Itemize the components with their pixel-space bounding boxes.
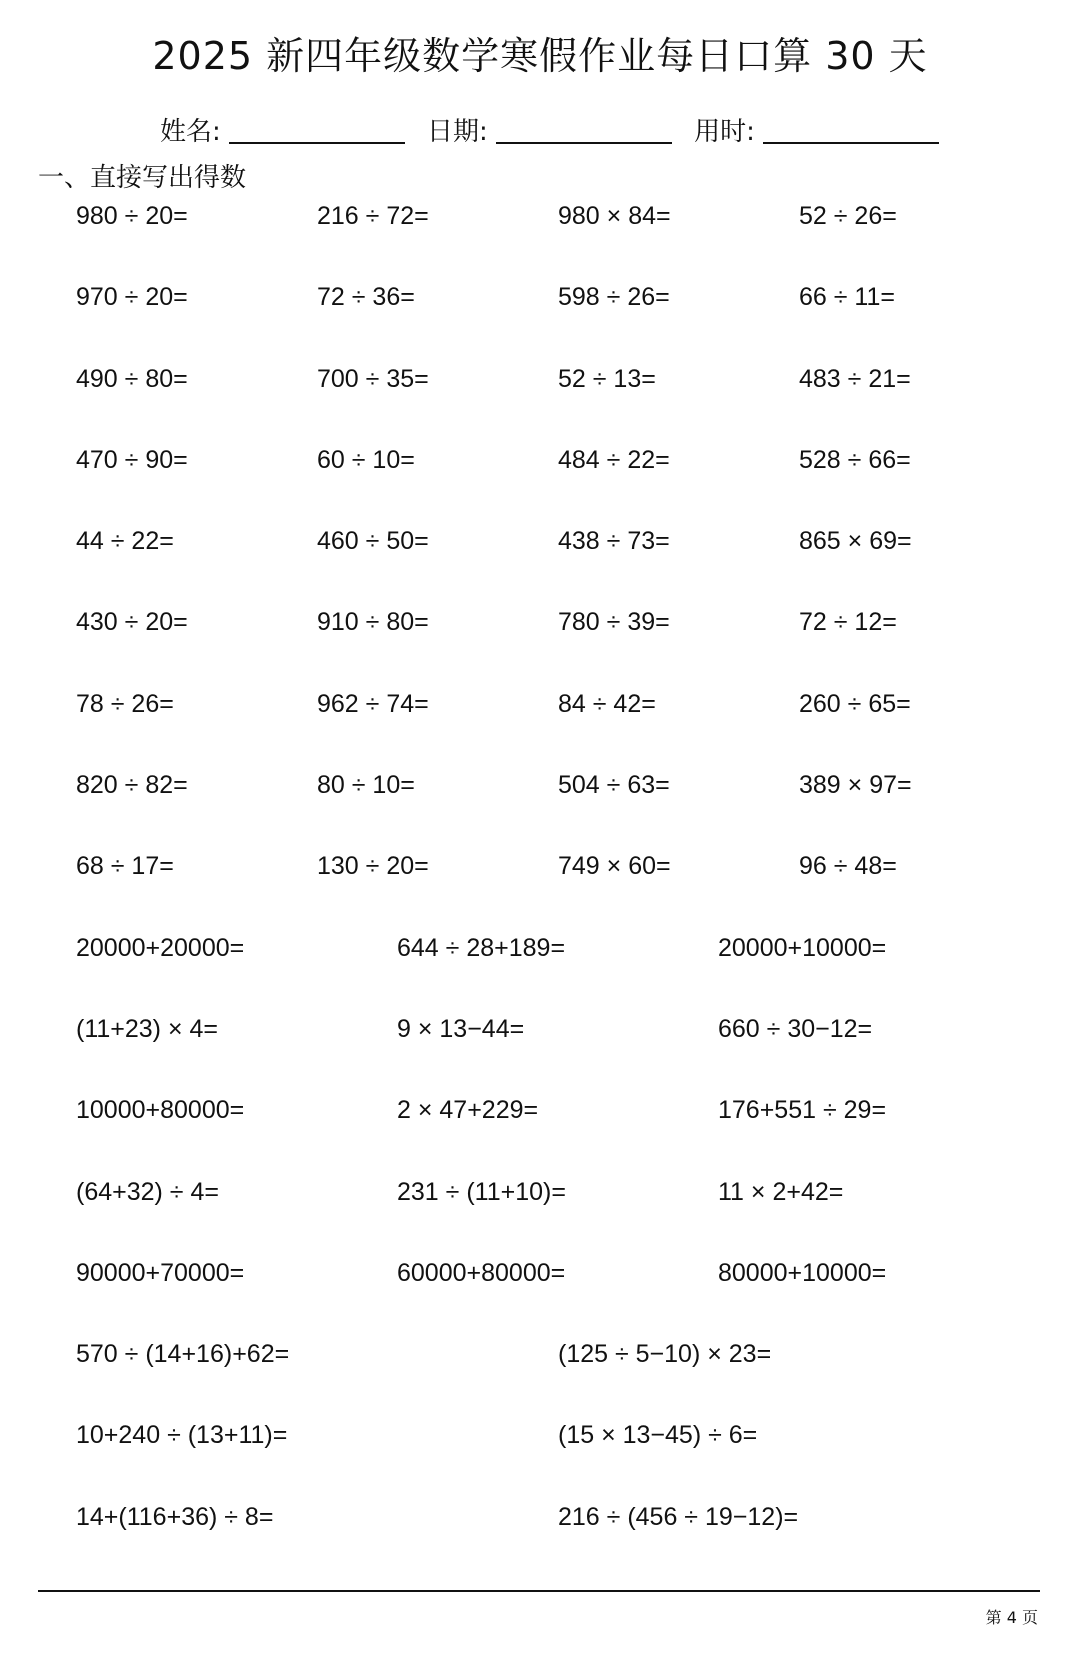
problem-row: [76, 1174, 1036, 1255]
problem-item: 980 × 84=: [558, 202, 671, 230]
problem-row: [76, 1499, 1036, 1580]
problem-item: 14+(116+36) ÷ 8=: [76, 1502, 274, 1531]
problem-item: 483 ÷ 21=: [799, 364, 911, 393]
problem-item: 700 ÷ 35=: [317, 364, 429, 393]
problem-item: 962 ÷ 74=: [317, 689, 429, 718]
problem-item: 20000+20000=: [76, 933, 245, 962]
student-info-row: [160, 112, 953, 152]
problem-item: 570 ÷ (14+16)+62=: [76, 1340, 290, 1369]
problem-item: (11+23) × 4=: [76, 1014, 219, 1043]
problem-item: 490 ÷ 80=: [76, 364, 188, 393]
problem-item: 72 ÷ 36=: [317, 283, 415, 312]
problem-item: 389 × 97=: [799, 771, 912, 800]
problem-item: 78 ÷ 26=: [76, 689, 174, 718]
problem-item: 438 ÷ 73=: [558, 527, 670, 556]
footer-rule: [38, 1590, 1040, 1592]
problem-item: 10000+80000=: [76, 1096, 245, 1125]
problem-row: [76, 848, 1036, 929]
problem-item: 44 ÷ 22=: [76, 527, 174, 556]
problem-item: 430 ÷ 20=: [76, 608, 188, 637]
problem-item: (125 ÷ 5−10) × 23=: [558, 1340, 772, 1369]
problem-item: 10+240 ÷ (13+11)=: [76, 1421, 288, 1450]
problem-item: 52 ÷ 13=: [558, 364, 656, 393]
problem-item: 780 ÷ 39=: [558, 608, 670, 637]
problem-item: 60000+80000=: [397, 1258, 566, 1287]
problem-item: (64+32) ÷ 4=: [76, 1177, 219, 1206]
problem-item: 66 ÷ 11=: [799, 283, 895, 312]
problem-item: 68 ÷ 17=: [76, 852, 174, 881]
problem-item: 528 ÷ 66=: [799, 445, 911, 474]
problem-item: 90000+70000=: [76, 1258, 245, 1287]
problem-row: [76, 1092, 1036, 1173]
problem-row: [76, 361, 1036, 442]
name-blank-line: [229, 112, 405, 144]
time-used-field: [694, 112, 939, 152]
page-title: 2025 新四年级数学寒假作业每日口算 30 天: [152, 34, 928, 78]
problem-row: [76, 279, 1036, 360]
problem-row: [76, 523, 1036, 604]
problem-item: 9 × 13−44=: [397, 1014, 525, 1043]
problem-item: 216 ÷ (456 ÷ 19−12)=: [558, 1502, 799, 1531]
problem-item: 260 ÷ 65=: [799, 689, 911, 718]
problem-row: [76, 1417, 1036, 1498]
problem-item: 80 ÷ 10=: [317, 771, 415, 800]
page-number: 第 4 页: [985, 1608, 1038, 1627]
problem-item: 11 × 2+42=: [718, 1177, 844, 1206]
problem-item: 470 ÷ 90=: [76, 445, 188, 474]
problem-row: [76, 198, 1036, 279]
date-label: 日期:: [427, 117, 488, 147]
problem-row: [76, 1336, 1036, 1417]
problem-item: 60 ÷ 10=: [317, 445, 415, 474]
problem-item: 504 ÷ 63=: [558, 771, 670, 800]
problem-item: (15 × 13−45) ÷ 6=: [558, 1421, 758, 1450]
problem-item: 216 ÷ 72=: [317, 202, 429, 230]
problem-item: 484 ÷ 22=: [558, 445, 670, 474]
problem-row: [76, 604, 1036, 685]
problem-item: 749 × 60=: [558, 852, 671, 881]
problem-item: 970 ÷ 20=: [76, 283, 188, 312]
problem-row: [76, 1255, 1036, 1336]
problem-row: [76, 442, 1036, 523]
date-blank-line: [496, 112, 672, 144]
problem-grid: [76, 198, 1036, 1580]
time-used-label: 用时:: [694, 117, 755, 147]
problem-item: 80000+10000=: [718, 1258, 887, 1287]
problem-item: 644 ÷ 28+189=: [397, 933, 566, 962]
problem-row: [76, 1011, 1036, 1092]
problem-item: 96 ÷ 48=: [799, 852, 897, 881]
problem-item: 660 ÷ 30−12=: [718, 1014, 873, 1043]
problem-item: 980 ÷ 20=: [76, 202, 188, 230]
problem-item: 231 ÷ (11+10)=: [397, 1177, 566, 1206]
section-heading: 一、直接写出得数: [38, 163, 247, 193]
problem-item: 865 × 69=: [799, 527, 912, 556]
problem-item: 598 ÷ 26=: [558, 283, 670, 312]
problem-item: 2 × 47+229=: [397, 1096, 539, 1125]
problem-item: 52 ÷ 26=: [799, 202, 897, 230]
name-field: [160, 112, 405, 152]
problem-item: 176+551 ÷ 29=: [718, 1096, 887, 1125]
problem-item: 72 ÷ 12=: [799, 608, 897, 637]
date-field: [427, 112, 672, 152]
problem-item: 460 ÷ 50=: [317, 527, 429, 556]
problem-row: [76, 930, 1036, 1011]
name-label: 姓名:: [160, 117, 221, 147]
problem-item: 910 ÷ 80=: [317, 608, 429, 637]
time-used-blank-line: [763, 112, 939, 144]
problem-row: [76, 767, 1036, 848]
problem-item: 820 ÷ 82=: [76, 771, 188, 800]
problem-row: [76, 686, 1036, 767]
problem-item: 84 ÷ 42=: [558, 689, 656, 718]
problem-item: 130 ÷ 20=: [317, 852, 429, 881]
problem-item: 20000+10000=: [718, 933, 887, 962]
